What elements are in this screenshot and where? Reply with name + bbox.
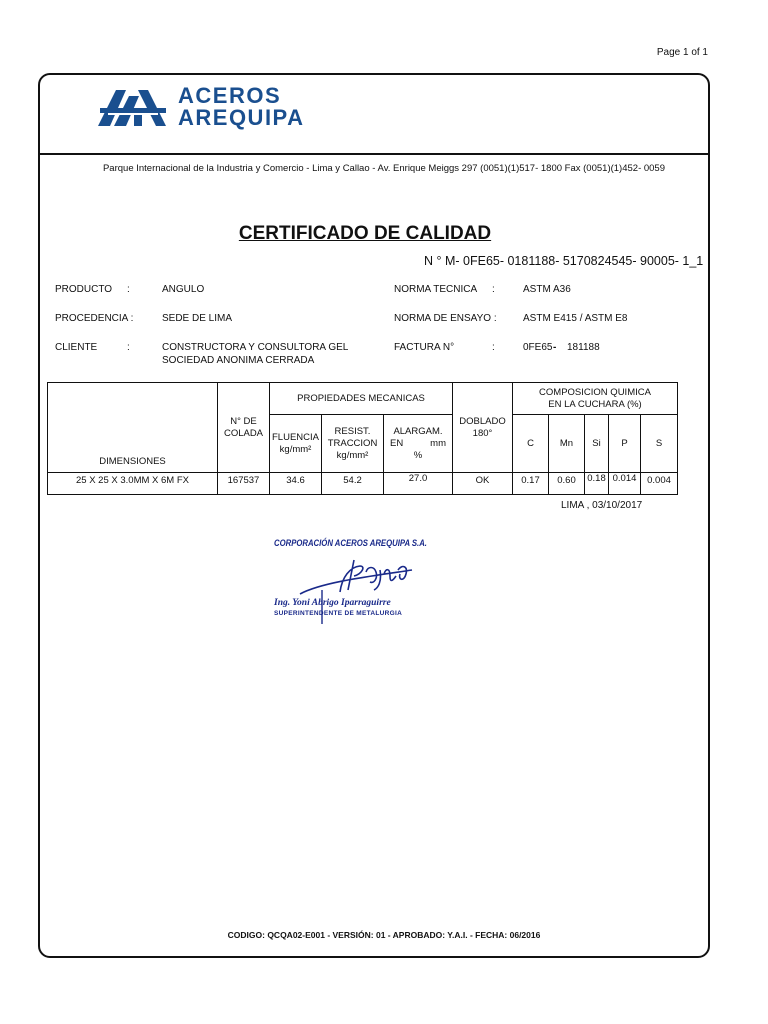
page-indicator: Page 1 of 1 bbox=[656, 47, 708, 58]
row-doblado: OK bbox=[453, 473, 513, 495]
colada-header bbox=[218, 383, 270, 473]
procedencia-value: SEDE DE LIMA bbox=[162, 313, 233, 324]
aceros-arequipa-logo-icon bbox=[98, 84, 168, 130]
factura-label: FACTURA N° bbox=[394, 342, 455, 353]
norma-ensayo-value: ASTM E415 / ASTM E8 bbox=[523, 313, 628, 324]
row-p: 0.014 bbox=[609, 473, 641, 495]
p-header: P bbox=[609, 415, 641, 473]
dimensiones-header bbox=[48, 383, 218, 473]
row-colada: 167537 bbox=[218, 473, 270, 495]
producto-value: ANGULO bbox=[162, 284, 205, 295]
alargam-header-percent: % bbox=[413, 449, 423, 461]
signature-company: CORPORACIÓN ACEROS AREQUIPA S.A. bbox=[274, 538, 427, 548]
resist-header-line-2: TRACCION bbox=[327, 437, 378, 449]
fluencia-header-line-2: kg/mm² bbox=[279, 443, 312, 455]
resist-header bbox=[322, 415, 384, 473]
composicion-header-line-2: EN LA CUCHARA (%) bbox=[548, 398, 642, 410]
header-divider bbox=[38, 153, 710, 155]
factura-value-prefix: 0FE65 bbox=[523, 342, 553, 353]
brand-name bbox=[178, 85, 305, 129]
producto-separator: : bbox=[127, 284, 130, 295]
composicion-header-line-1: COMPOSICION QUIMICA bbox=[539, 386, 651, 398]
company-address: Parque Internacional de la Industria y Comercio - Lima y Callao - Av. Enrique Meiggs 297 (0051)(1)517- 1800 Fax (0051)(1)452- 0059 bbox=[102, 163, 666, 174]
norma-tecnica-label: NORMA TECNICA bbox=[394, 284, 478, 295]
row-mn: 0.60 bbox=[549, 473, 585, 495]
norma-tecnica-separator: : bbox=[492, 284, 495, 295]
row-dimensiones: 25 X 25 X 3.0MM X 6M FX bbox=[48, 473, 218, 495]
alargam-header-en: EN bbox=[390, 437, 404, 449]
composicion-header bbox=[513, 383, 678, 415]
factura-dash: - bbox=[553, 342, 557, 353]
s-header: S bbox=[641, 415, 678, 473]
document-title: CERTIFICADO DE CALIDAD bbox=[238, 223, 492, 244]
row-c: 0.17 bbox=[513, 473, 549, 495]
table-row bbox=[48, 473, 678, 495]
cliente-separator: : bbox=[127, 342, 130, 353]
factura-value-number: 181188 bbox=[567, 342, 600, 353]
factura-separator: : bbox=[492, 342, 495, 353]
doblado-header-line-2: 180° bbox=[472, 427, 493, 439]
fluencia-header-line-1: FLUENCIA bbox=[272, 431, 319, 443]
dimensiones-header-label: DIMENSIONES bbox=[99, 456, 166, 467]
certificate-frame bbox=[38, 73, 710, 958]
signatory-title: SUPERINTENDENTE DE METALURGIA bbox=[274, 610, 403, 617]
place-separator: , bbox=[586, 500, 590, 511]
c-header: C bbox=[513, 415, 549, 473]
alargam-header-mm: mm bbox=[430, 437, 446, 449]
procedencia-label: PROCEDENCIA : bbox=[55, 313, 134, 324]
producto-label: PRODUCTO bbox=[55, 284, 113, 295]
norma-tecnica-value: ASTM A36 bbox=[523, 284, 571, 295]
fluencia-header bbox=[270, 415, 322, 473]
si-header: Si bbox=[585, 415, 609, 473]
certificate-number: N ° M- 0FE65- 0181188- 5170824545- 90005- 1_1 bbox=[424, 254, 704, 268]
row-alargam: 27.0 bbox=[384, 473, 453, 495]
propiedades-header: PROPIEDADES MECANICAS bbox=[270, 383, 453, 415]
colada-header-line-1: N° DE bbox=[230, 415, 257, 427]
document-footer: CODIGO: QCQA02-E001 - VERSIÓN: 01 - APROBADO: Y.A.I. - FECHA: 06/2016 bbox=[227, 930, 541, 940]
alargam-header bbox=[384, 415, 453, 473]
norma-ensayo-label: NORMA DE ENSAYO : bbox=[394, 313, 497, 324]
quality-data-table bbox=[47, 382, 678, 495]
issue-date: 03/10/2017 bbox=[592, 500, 643, 511]
row-resist: 54.2 bbox=[322, 473, 384, 495]
place: LIMA bbox=[561, 500, 584, 511]
mn-header: Mn bbox=[549, 415, 585, 473]
resist-header-line-3: kg/mm² bbox=[336, 449, 369, 461]
cliente-value-line-2: SOCIEDAD ANONIMA CERRADA bbox=[162, 355, 315, 366]
brand-line-2: AREQUIPA bbox=[178, 105, 305, 130]
row-s: 0.004 bbox=[641, 473, 678, 495]
colada-header-line-2: COLADA bbox=[223, 427, 264, 439]
row-fluencia: 34.6 bbox=[270, 473, 322, 495]
doblado-header-line-1: DOBLADO bbox=[459, 415, 506, 427]
signatory-name: Ing. Yoni Abrigo Iparraguirre bbox=[274, 598, 391, 608]
cliente-label: CLIENTE bbox=[55, 342, 98, 353]
place-date bbox=[561, 500, 642, 511]
brand-line-1: ACEROS bbox=[178, 83, 282, 108]
alargam-header-line-1: ALARGAM. bbox=[393, 425, 443, 437]
resist-header-line-1: RESIST. bbox=[334, 425, 371, 437]
cliente-value-line-1: CONSTRUCTORA Y CONSULTORA GEL bbox=[162, 342, 349, 353]
row-si: 0.18 bbox=[585, 473, 609, 495]
doblado-header bbox=[453, 383, 513, 473]
